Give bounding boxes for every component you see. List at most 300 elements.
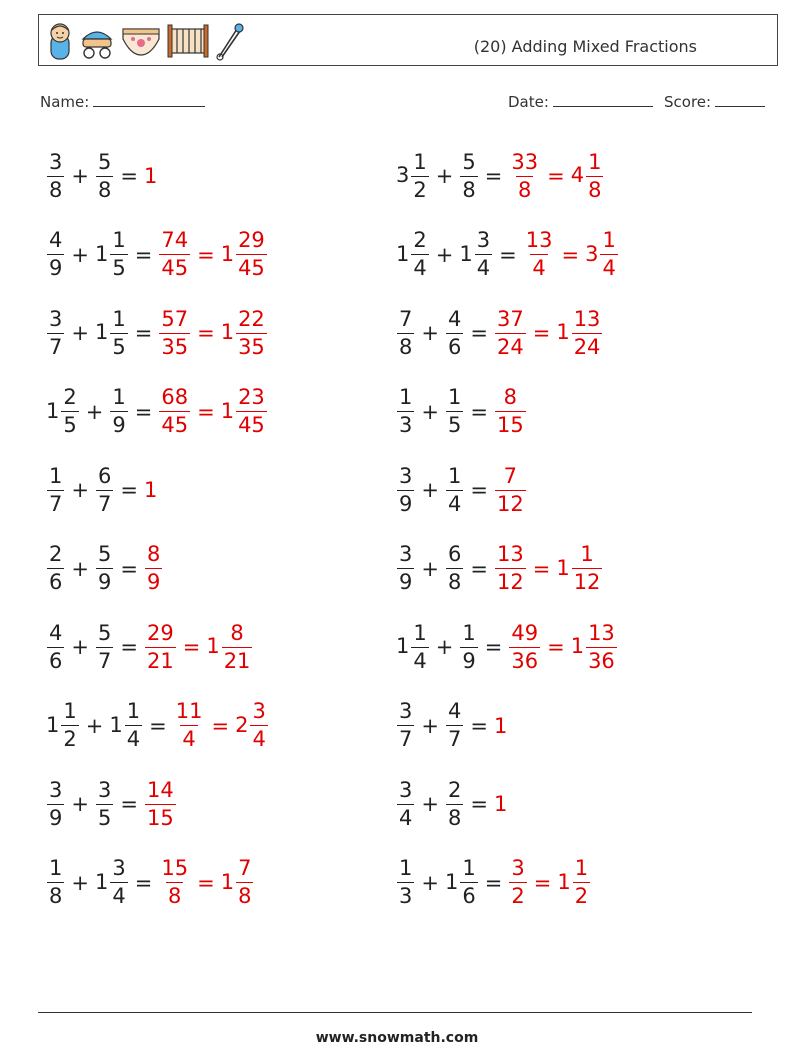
- addend: [46, 777, 65, 830]
- answer-equals-sign: =: [547, 164, 565, 188]
- numerator: 15: [161, 856, 189, 880]
- numerator: 1: [447, 463, 462, 488]
- equals-sign: =: [120, 792, 138, 816]
- equals-sign: =: [120, 164, 138, 188]
- answer-value: [158, 230, 191, 279]
- numerator: 7: [238, 856, 252, 880]
- numerator: 1: [399, 385, 413, 409]
- fraction: [446, 306, 463, 359]
- fraction: [47, 777, 64, 830]
- answer-value: [158, 387, 191, 436]
- fraction: [600, 230, 617, 279]
- answer-value: [144, 164, 157, 188]
- numerator: 4: [447, 306, 462, 331]
- equals-sign: =: [484, 635, 503, 659]
- fraction: [159, 230, 190, 279]
- fraction: [250, 701, 267, 750]
- denominator: 24: [573, 334, 601, 359]
- denominator: 8: [447, 805, 462, 830]
- whole-number: 1: [556, 555, 570, 580]
- equals-sign: =: [470, 556, 488, 581]
- denominator: 4: [252, 727, 266, 751]
- fraction: [125, 701, 142, 750]
- plus-sign: +: [421, 713, 439, 738]
- denominator: 3: [399, 884, 413, 908]
- denominator: 7: [49, 491, 63, 516]
- plus-sign: +: [421, 399, 439, 424]
- whole-number: 1: [220, 869, 235, 894]
- denominator: 4: [532, 256, 546, 280]
- addend: [445, 777, 464, 830]
- fraction: [145, 544, 162, 593]
- numerator: 1: [49, 856, 63, 880]
- fraction: [222, 620, 253, 673]
- addend: [396, 544, 415, 593]
- fraction: [495, 463, 526, 516]
- addend: [95, 463, 114, 516]
- answer-equals-sign: =: [533, 870, 552, 895]
- fraction: [586, 149, 603, 202]
- whole-number: 3: [396, 163, 410, 187]
- fraction: [47, 463, 64, 516]
- answer-value: [144, 478, 157, 502]
- fraction: [411, 230, 428, 279]
- whole-number: 1: [570, 634, 585, 658]
- problem-item: [46, 616, 253, 678]
- numerator: 7: [399, 306, 413, 331]
- addend: [445, 858, 479, 907]
- fraction: [159, 306, 190, 359]
- problem-item: [396, 773, 507, 835]
- problem-item: [396, 381, 527, 443]
- numerator: 2: [447, 777, 462, 802]
- numerator: 49: [511, 620, 539, 645]
- denominator: 6: [447, 334, 462, 359]
- addend: [95, 149, 114, 202]
- whole-number: 1: [94, 320, 109, 344]
- equals-sign: =: [134, 242, 153, 267]
- answer-value: [556, 544, 603, 593]
- fraction: [397, 858, 414, 907]
- numerator: 3: [49, 306, 63, 331]
- denominator: 2: [511, 884, 525, 908]
- fraction: [159, 387, 190, 436]
- equals-sign: =: [470, 792, 488, 816]
- date-blank[interactable]: [553, 92, 653, 107]
- answer-value: [508, 858, 527, 907]
- denominator: 8: [399, 334, 413, 359]
- fraction: [572, 306, 603, 359]
- plus-sign: +: [421, 556, 439, 581]
- fraction: [236, 230, 267, 279]
- whole-number: 3: [585, 241, 599, 266]
- numerator: 11: [175, 699, 203, 723]
- fraction: [446, 777, 463, 830]
- numerator: 5: [97, 542, 112, 566]
- equals-sign: =: [120, 556, 138, 581]
- plus-sign: +: [435, 635, 454, 659]
- numerator: 3: [399, 699, 413, 723]
- plus-sign: +: [435, 164, 454, 188]
- equals-sign: =: [470, 713, 488, 738]
- fraction: [572, 544, 603, 593]
- denominator: 6: [49, 648, 63, 673]
- fraction: [96, 544, 113, 593]
- denominator: 21: [223, 648, 251, 673]
- denominator: 3: [399, 413, 413, 437]
- denominator: 12: [573, 570, 601, 594]
- answer-value: [158, 858, 191, 907]
- addend: [445, 701, 464, 750]
- denominator: 15: [146, 805, 174, 830]
- denominator: 9: [399, 570, 413, 594]
- whole-number: 1: [557, 869, 571, 894]
- equals-sign: =: [120, 478, 138, 502]
- numerator: 1: [462, 856, 476, 880]
- numerator: 1: [63, 699, 77, 723]
- numerator: 4: [49, 620, 63, 645]
- answer-value: [144, 777, 177, 830]
- fraction: [397, 463, 414, 516]
- answer-value: [494, 792, 507, 816]
- fraction: [495, 544, 526, 593]
- whole-number: 1: [94, 241, 109, 266]
- numerator: 3: [49, 777, 63, 802]
- plus-sign: +: [71, 635, 89, 659]
- numerator: 23: [238, 385, 265, 409]
- equals-sign: =: [484, 870, 503, 895]
- equals-sign: =: [120, 635, 138, 659]
- whole-number: 1: [459, 241, 473, 266]
- denominator: 2: [574, 884, 589, 908]
- denominator: 8: [238, 884, 252, 908]
- numerator: 1: [413, 149, 427, 174]
- denominator: 4: [476, 256, 491, 280]
- answer-value: [144, 544, 163, 593]
- answer-equals-sign: =: [532, 556, 551, 581]
- addend: [445, 306, 464, 359]
- problem-item: [46, 773, 177, 835]
- answer-value: [585, 230, 619, 279]
- addend: [46, 463, 65, 516]
- fraction: [145, 777, 176, 830]
- problem-item: [46, 459, 157, 521]
- name-label: Name:: [40, 93, 90, 111]
- fraction: [110, 306, 127, 359]
- whole-number: 1: [206, 634, 220, 658]
- plus-sign: +: [421, 478, 439, 502]
- denominator: 9: [146, 570, 161, 594]
- denominator: 8: [588, 177, 602, 202]
- answer-value: [494, 463, 527, 516]
- answer-equals-sign: =: [197, 870, 215, 895]
- numerator: 1: [112, 385, 126, 409]
- date-field: [508, 92, 653, 111]
- denominator: 5: [447, 413, 462, 437]
- numerator: 68: [161, 385, 189, 409]
- fraction: [47, 544, 64, 593]
- numerator: 1: [602, 228, 616, 252]
- equals-sign: =: [134, 399, 153, 424]
- answer-value: [494, 544, 527, 593]
- denominator: 9: [49, 805, 63, 830]
- answer-value: [508, 149, 541, 202]
- answer-value: [556, 306, 603, 359]
- numerator: 3: [476, 228, 491, 252]
- numerator: 4: [447, 699, 462, 723]
- denominator: 2: [63, 727, 77, 751]
- numerator: 8: [230, 620, 244, 645]
- addend: [46, 858, 65, 907]
- equals-sign: =: [470, 478, 488, 502]
- numerator: 22: [238, 306, 265, 331]
- fraction: [61, 387, 78, 436]
- fraction: [460, 620, 477, 673]
- numerator: 3: [97, 777, 112, 802]
- baby-icon: [47, 21, 73, 61]
- addend: [46, 620, 65, 673]
- addend: [95, 858, 129, 907]
- denominator: 45: [238, 256, 265, 280]
- numerator: 1: [49, 463, 63, 488]
- numerator: 3: [252, 699, 266, 723]
- numerator: 1: [126, 699, 141, 723]
- numerator: 1: [462, 620, 476, 645]
- addend: [445, 387, 464, 436]
- answer-value: [221, 230, 268, 279]
- numerator: 29: [238, 228, 265, 252]
- numerator: 2: [63, 385, 77, 409]
- numerator: 1: [588, 149, 602, 174]
- diaper-icon: [121, 21, 161, 61]
- plus-sign: +: [421, 870, 439, 895]
- numerator: 74: [161, 228, 189, 252]
- denominator: 4: [399, 805, 413, 830]
- addend: [396, 230, 430, 279]
- addend: [396, 463, 415, 516]
- answer-value: [158, 306, 191, 359]
- whole-number: 1: [556, 320, 570, 344]
- addend: [95, 230, 129, 279]
- answer-value: [144, 620, 177, 673]
- answer-value: [494, 306, 527, 359]
- numerator: 6: [447, 542, 462, 566]
- problem-item: [46, 538, 163, 600]
- fraction: [509, 858, 526, 907]
- denominator: 12: [496, 570, 524, 594]
- addend: [109, 701, 143, 750]
- fraction: [159, 858, 190, 907]
- denominator: 45: [161, 413, 189, 437]
- denominator: 5: [112, 334, 126, 359]
- whole-number: 1: [220, 320, 235, 344]
- answer-equals-sign: =: [561, 242, 580, 267]
- fraction: [47, 149, 64, 202]
- numerator: 1: [399, 856, 413, 880]
- integer: 1: [493, 792, 508, 816]
- problem-item: [396, 459, 527, 521]
- fraction: [573, 858, 590, 907]
- footer-divider: [38, 1012, 752, 1013]
- addend: [445, 544, 464, 593]
- whole-number: 1: [396, 241, 410, 266]
- fraction: [47, 620, 64, 673]
- fraction: [145, 620, 176, 673]
- denominator: 7: [399, 727, 413, 751]
- fraction: [96, 777, 113, 830]
- answer-equals-sign: =: [182, 635, 201, 659]
- plus-sign: +: [71, 242, 89, 267]
- numerator: 3: [511, 856, 525, 880]
- numerator: 5: [462, 149, 476, 174]
- fraction: [47, 230, 64, 279]
- addend: [109, 387, 128, 436]
- numerator: 5: [97, 620, 112, 645]
- addend: [46, 701, 80, 750]
- fraction: [110, 858, 127, 907]
- name-field: [40, 92, 205, 111]
- plus-sign: +: [71, 321, 89, 345]
- equals-sign: =: [149, 713, 167, 738]
- fraction: [460, 858, 477, 907]
- answer-value: [494, 387, 527, 436]
- addend: [46, 387, 80, 436]
- fraction: [397, 544, 414, 593]
- denominator: 8: [168, 884, 182, 908]
- denominator: 7: [49, 334, 63, 359]
- addend: [396, 858, 415, 907]
- addend: [445, 463, 464, 516]
- numerator: 1: [112, 306, 126, 331]
- denominator: 4: [413, 648, 427, 673]
- whole-number: 4: [570, 163, 585, 187]
- problem-item: [46, 302, 268, 364]
- fraction: [446, 544, 463, 593]
- fraction: [524, 230, 555, 279]
- addend: [396, 387, 415, 436]
- numerator: 2: [413, 228, 427, 252]
- numerator: 1: [112, 228, 126, 252]
- addend: [95, 620, 114, 673]
- answer-equals-sign: =: [197, 399, 215, 424]
- name-blank[interactable]: [93, 92, 205, 107]
- worksheet-title: (20) Adding Mixed Fractions: [473, 37, 697, 56]
- numerator: 13: [588, 620, 615, 645]
- problem-item: [46, 381, 268, 443]
- numerator: 8: [503, 385, 518, 409]
- numerator: 3: [112, 856, 126, 880]
- header-icons: [47, 21, 245, 61]
- integer: 1: [493, 713, 508, 738]
- denominator: 24: [496, 334, 524, 359]
- answer-equals-sign: =: [197, 242, 215, 267]
- denominator: 9: [49, 256, 63, 280]
- addend: [396, 306, 415, 359]
- fraction: [509, 620, 540, 673]
- denominator: 35: [238, 334, 265, 359]
- fraction: [411, 149, 428, 202]
- numerator: 3: [399, 463, 413, 488]
- answer-equals-sign: =: [211, 713, 230, 738]
- numerator: 1: [447, 385, 462, 409]
- numerator: 3: [49, 149, 63, 174]
- denominator: 9: [112, 413, 126, 437]
- fraction: [460, 149, 477, 202]
- denominator: 15: [496, 413, 524, 437]
- numerator: 33: [511, 149, 539, 174]
- score-label: Score:: [664, 93, 712, 111]
- denominator: 9: [97, 570, 112, 594]
- date-label: Date:: [508, 93, 549, 111]
- denominator: 7: [97, 648, 112, 673]
- addend: [46, 230, 65, 279]
- problem-item: [396, 145, 604, 207]
- fraction: [47, 306, 64, 359]
- plus-sign: +: [71, 792, 89, 816]
- score-field: [664, 92, 765, 111]
- problem-item: [396, 538, 603, 600]
- numerator: 57: [161, 306, 189, 331]
- fraction: [397, 701, 414, 750]
- denominator: 9: [462, 648, 476, 673]
- problem-item: [46, 145, 157, 207]
- denominator: 12: [496, 491, 524, 516]
- equals-sign: =: [134, 321, 153, 345]
- answer-value: [206, 620, 253, 673]
- numerator: 8: [146, 542, 161, 566]
- fraction: [236, 306, 267, 359]
- stroller-icon: [79, 21, 115, 61]
- score-blank[interactable]: [715, 92, 765, 107]
- fraction: [110, 230, 127, 279]
- whole-number: 1: [396, 634, 410, 658]
- answer-value: [557, 858, 591, 907]
- problem-item: [396, 616, 618, 678]
- answer-value: [570, 620, 618, 673]
- problem-item: [46, 695, 269, 757]
- denominator: 5: [97, 805, 112, 830]
- numerator: 13: [496, 542, 524, 566]
- numerator: 6: [97, 463, 112, 488]
- plus-sign: +: [85, 399, 104, 424]
- denominator: 8: [49, 884, 63, 908]
- addend: [46, 306, 65, 359]
- fraction: [47, 858, 64, 907]
- problem-item: [46, 224, 268, 286]
- numerator: 1: [574, 856, 589, 880]
- plus-sign: +: [421, 321, 439, 345]
- numerator: 1: [580, 542, 594, 566]
- numerator: 13: [525, 228, 553, 252]
- whole-number: 1: [46, 712, 60, 737]
- fraction: [96, 463, 113, 516]
- answer-equals-sign: =: [532, 321, 551, 345]
- problem-item: [396, 852, 591, 914]
- addend: [396, 701, 415, 750]
- fraction: [110, 387, 127, 436]
- numerator: 2: [49, 542, 63, 566]
- footer-url: www.snowmath.com: [315, 1030, 479, 1046]
- plus-sign: +: [71, 870, 89, 895]
- numerator: 13: [573, 306, 601, 331]
- fraction: [61, 701, 78, 750]
- denominator: 4: [112, 884, 126, 908]
- addend: [46, 149, 65, 202]
- denominator: 5: [63, 413, 77, 437]
- plus-sign: +: [71, 478, 89, 502]
- fraction: [397, 387, 414, 436]
- denominator: 6: [49, 570, 63, 594]
